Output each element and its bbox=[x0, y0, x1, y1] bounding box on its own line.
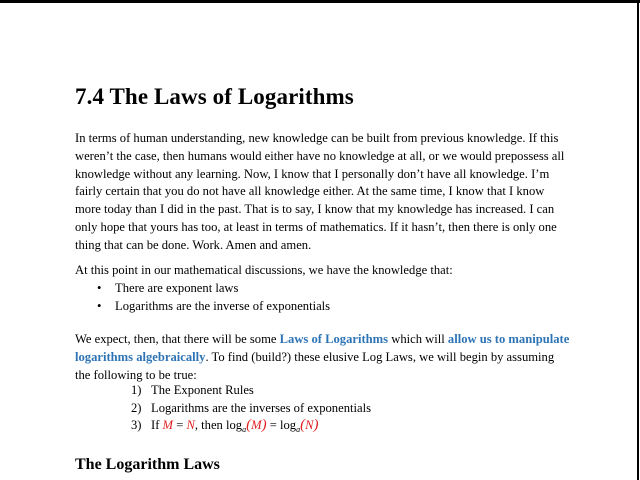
variable-m: M bbox=[162, 418, 174, 432]
list-text: Logarithms are the inverses of exponentials bbox=[151, 400, 371, 415]
list-item bbox=[131, 417, 371, 439]
manipulate-highlight: allow us to manipulate logarithms algebraically bbox=[75, 332, 570, 364]
expectation-paragraph bbox=[75, 331, 571, 384]
math-expression: If M = N, then $\log_a(M) = \log_a(N)$ bbox=[151, 417, 319, 434]
log-base: a bbox=[242, 425, 247, 434]
right-border bbox=[637, 0, 639, 480]
right-paren: ) bbox=[261, 417, 267, 433]
list-number: 1) bbox=[131, 383, 142, 397]
top-border bbox=[0, 0, 640, 3]
list-number: 3) bbox=[131, 418, 142, 432]
intro-paragraph: In terms of human understanding, new knowledge can be built from previous knowledge. If this weren’t the case, then humans would either have no knowledge at all, or we would prepossess all knowledge without any learning. Now, I know that I personally don’t have all knowledge. I’m fairly certain that you do not have all knowledge either. At the same time, I know that I know more today than I did in the past. That is to say, I know that my knowledge has increased. I can only hope that yours has too, at least in terms of mathematics. If it hasn’t, then there is only one thing that can be done. Work. Amen and amen. bbox=[75, 131, 565, 252]
left-paren: ( bbox=[300, 417, 306, 433]
log-function: log bbox=[280, 418, 297, 432]
list-text: The Exponent Rules bbox=[151, 383, 254, 397]
knowledge-list bbox=[75, 280, 330, 315]
right-paren: ) bbox=[313, 417, 319, 433]
variable-n: N bbox=[186, 418, 195, 432]
list-item: • There are exponent laws bbox=[75, 280, 330, 298]
variable-n: N bbox=[305, 418, 314, 432]
text-run: which will bbox=[388, 332, 448, 346]
list-number: 2) bbox=[131, 400, 142, 415]
left-paren: ( bbox=[246, 417, 252, 433]
text-run: We expect, then, that there will be some bbox=[75, 332, 280, 346]
log-base: a bbox=[296, 425, 301, 434]
subsection-heading: The Logarithm Laws bbox=[75, 456, 220, 473]
laws-highlight: Laws of Logarithms bbox=[279, 332, 389, 346]
list-item bbox=[131, 382, 371, 400]
log-function: log bbox=[226, 418, 243, 432]
knowledge-paragraph: At this point in our mathematical discussions, we have the knowledge that: bbox=[75, 263, 453, 277]
assumption-list bbox=[131, 382, 371, 439]
text-run: . To find (build?) these elusive Log Laws, we will begin by assuming the following to be true: bbox=[75, 349, 555, 382]
list-item: • Logarithms are the inverse of exponentials bbox=[75, 298, 330, 316]
section-heading: 7.4 The Laws of Logarithms bbox=[75, 84, 354, 109]
variable-m: M bbox=[251, 418, 262, 432]
list-item bbox=[131, 400, 371, 418]
